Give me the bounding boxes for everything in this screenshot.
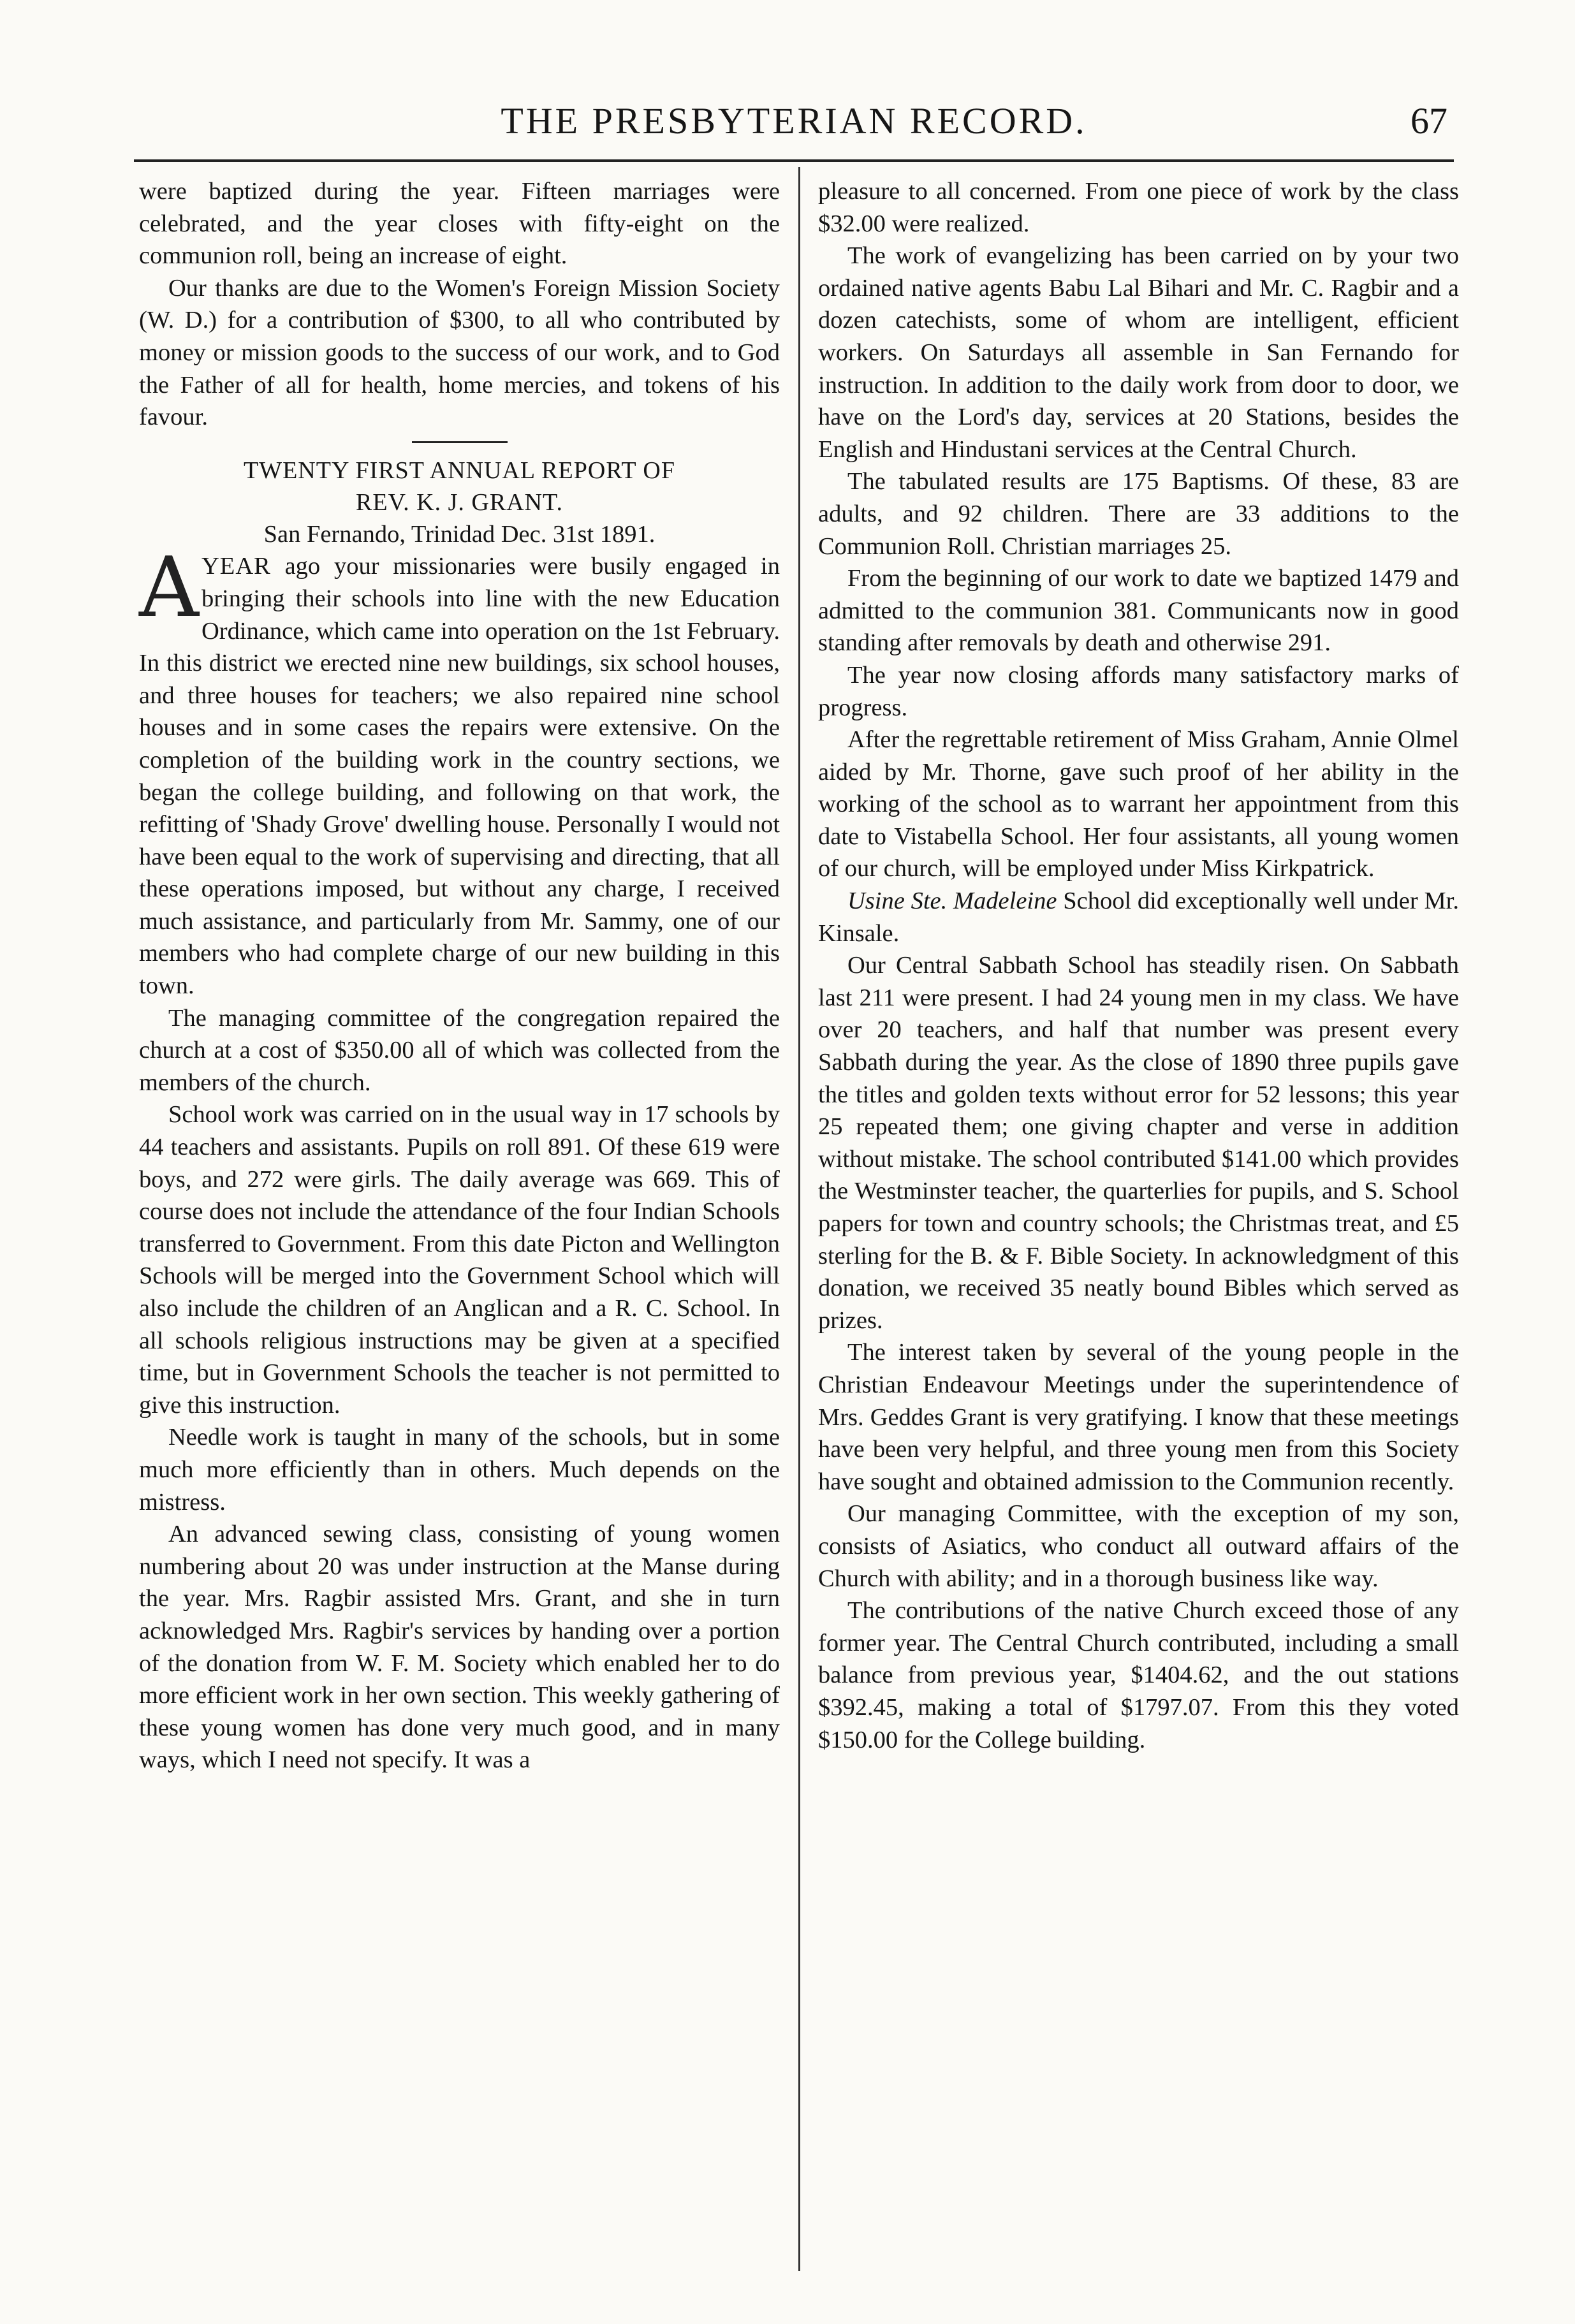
spacer [139, 434, 780, 441]
paragraph: The work of evangelizing has been carried on by your two ordained native agents Babu Lal Bihari and Mr. C. Ragbir and a dozen catechists, some of whom are intelligent, efficient workers. On Saturdays all assemble in San Fernando for instruction. In addition to the daily work from door to door, we have on the Lord's day, services at 20 Stations, besides the English and Hindustani services at the Central Church. [818, 242, 1459, 463]
paragraph: The interest taken by several of the young people in the Christian Endeavour Meetings under the superintendence of Mrs. Geddes Grant is very gratifying. I know that these meetings have been very helpful, and three young men from this Society have sought and obtained admission to the Communion recently. [818, 1339, 1459, 1495]
paragraph: The managing committee of the congregation repaired the church at a cost of $350.00 all of which was collected from the members of the church. [139, 1004, 780, 1096]
paragraph: From the beginning of our work to date we baptized 1479 and admitted to the communion 381. Communicants now in good standing after removals by death and otherwise 291. [818, 565, 1459, 657]
paragraph-text: ago your missionaries were busily engaged in bringing their schools into line with the new Education Ordinance, which came into operation on the 1st February. In this district we erected nine new buildings, six school houses, and three houses for teachers; we also repaired nine school houses and in some cases the repairs were extensive. On the completion of the building work in the country sections, we began the college building, and following on that work, the refitting of 'Shady Grove' dwelling house. Personally I would not have been equal to the work of supervising and directing, that all these operations imposed, but without any charge, I received much assistance, and particularly from Mr. Sammy, one of our members who had complete charge of our new building in this town. [139, 553, 780, 1000]
running-title: THE PRESBYTERIAN RECORD. [501, 100, 1087, 142]
paragraph: The contributions of the native Church exceed those of any former year. The Central Church contributed, including a small balance from previous year, $1404.62, and the out stations $392.45, making a total of $1797.07. From this they voted $150.00 for the College building. [818, 1597, 1459, 1753]
paragraph-text: School did exceptionally well under Mr. Kinsale. [818, 888, 1459, 947]
header-rule [134, 159, 1454, 162]
section-heading: REV. K. J. GRANT. [356, 488, 563, 516]
right-column [818, 175, 1459, 1756]
paragraph: The tabulated results are 175 Baptisms. Of these, 83 are adults, and 92 children. There are 33 additions to the Communion Roll. Christian marriages 25. [818, 468, 1459, 560]
dateline: San Fernando, Trinidad Dec. 31st 1891. [263, 520, 656, 548]
paragraph: The year now closing affords many satisfactory marks of progress. [818, 661, 1459, 721]
section-heading: TWENTY FIRST ANNUAL REPORT OF [244, 457, 675, 484]
column-divider [798, 167, 800, 2271]
paragraph: After the regrettable retirement of Miss Graham, Annie Olmel aided by Mr. Thorne, gave such proof of her ability in the working of the school as to warrant her appointment from this date to Vistabella School. Her four assistants, all young women of our church, will be employed under Miss Kirkpatrick. [818, 726, 1459, 882]
school-name: Usine Ste. Madeleine [847, 888, 1057, 915]
paragraph: Our Central Sabbath School has steadily risen. On Sabbath last 211 were present. I had 24 young men in my class. We have over 20 teachers, and half that number was present every Sabbath during the year. As the close of 1890 three pupils gave the titles and golden texts without error for 52 lessons; this year 25 repeated them; one giving chapter and verse in addition without mistake. The school contributed $141.00 which provides the Westminster teacher, the quarterlies for pupils, and S. School papers for town and country schools; the Christmas treat, and £5 sterling for the B. & F. Bible Society. In acknowledgment of this donation, we received 35 neatly bound Bibles which served as prizes. [818, 952, 1459, 1334]
section-rule [412, 441, 508, 443]
paragraph [818, 885, 1459, 949]
paragraph: Needle work is taught in many of the schools, but in some much more efficiently than in others. Much depends on the mistress. [139, 1424, 780, 1516]
paragraph: were baptized during the year. Fifteen marriages were celebrated, and the year closes with fifty-eight on the communion roll, being an increase of eight. [139, 178, 780, 270]
paragraph: Our thanks are due to the Women's Foreign Mission Society (W. D.) for a contribution of $300, to all who contributed by money or mission goods to the success of our work, and to God the Father of all for health, home mercies, and tokens of his favour. [139, 274, 780, 431]
paragraph: School work was carried on in the usual way in 17 schools by 44 teachers and assistants. Pupils on roll 891. Of these 619 were boys, and 272 were girls. The daily average was 669. This of course does not include the attendance of the four Indian Schools transferred to Government. From this date Picton and Wellington Schools will be merged into the Government School which will also include the children of an Anglican and a R. C. School. In all schools religious instructions may be given at a specified time, but in Government Schools the teacher is not permitted to give this instruction. [139, 1101, 780, 1419]
report-opening-paragraph [139, 539, 780, 1002]
lead-word: YEAR [201, 553, 271, 580]
paragraph: pleasure to all concerned. From one piece of work by the class $32.00 were realized. [818, 178, 1459, 237]
left-column [139, 175, 780, 1776]
page-number: 67 [1410, 100, 1447, 142]
paragraph: Our managing Committee, with the exception of my son, consists of Asiatics, who conduct all outward affairs of the Church with ability; and in a thorough business like way. [818, 1500, 1459, 1592]
running-head [134, 96, 1454, 147]
paragraph: An advanced sewing class, consisting of young women numbering about 20 was under instruction at the Manse during the year. Mrs. Ragbir assisted Mrs. Grant, and she in turn acknowledged Mrs. Ragbir's services by handing over a portion of the donation from W. F. M. Society which enabled her to do more efficient work in her own section. This weekly gathering of these young women has done very much good, and in many ways, which I need not specify. It was a [139, 1521, 780, 1774]
dropcap-letter: A [139, 539, 199, 636]
